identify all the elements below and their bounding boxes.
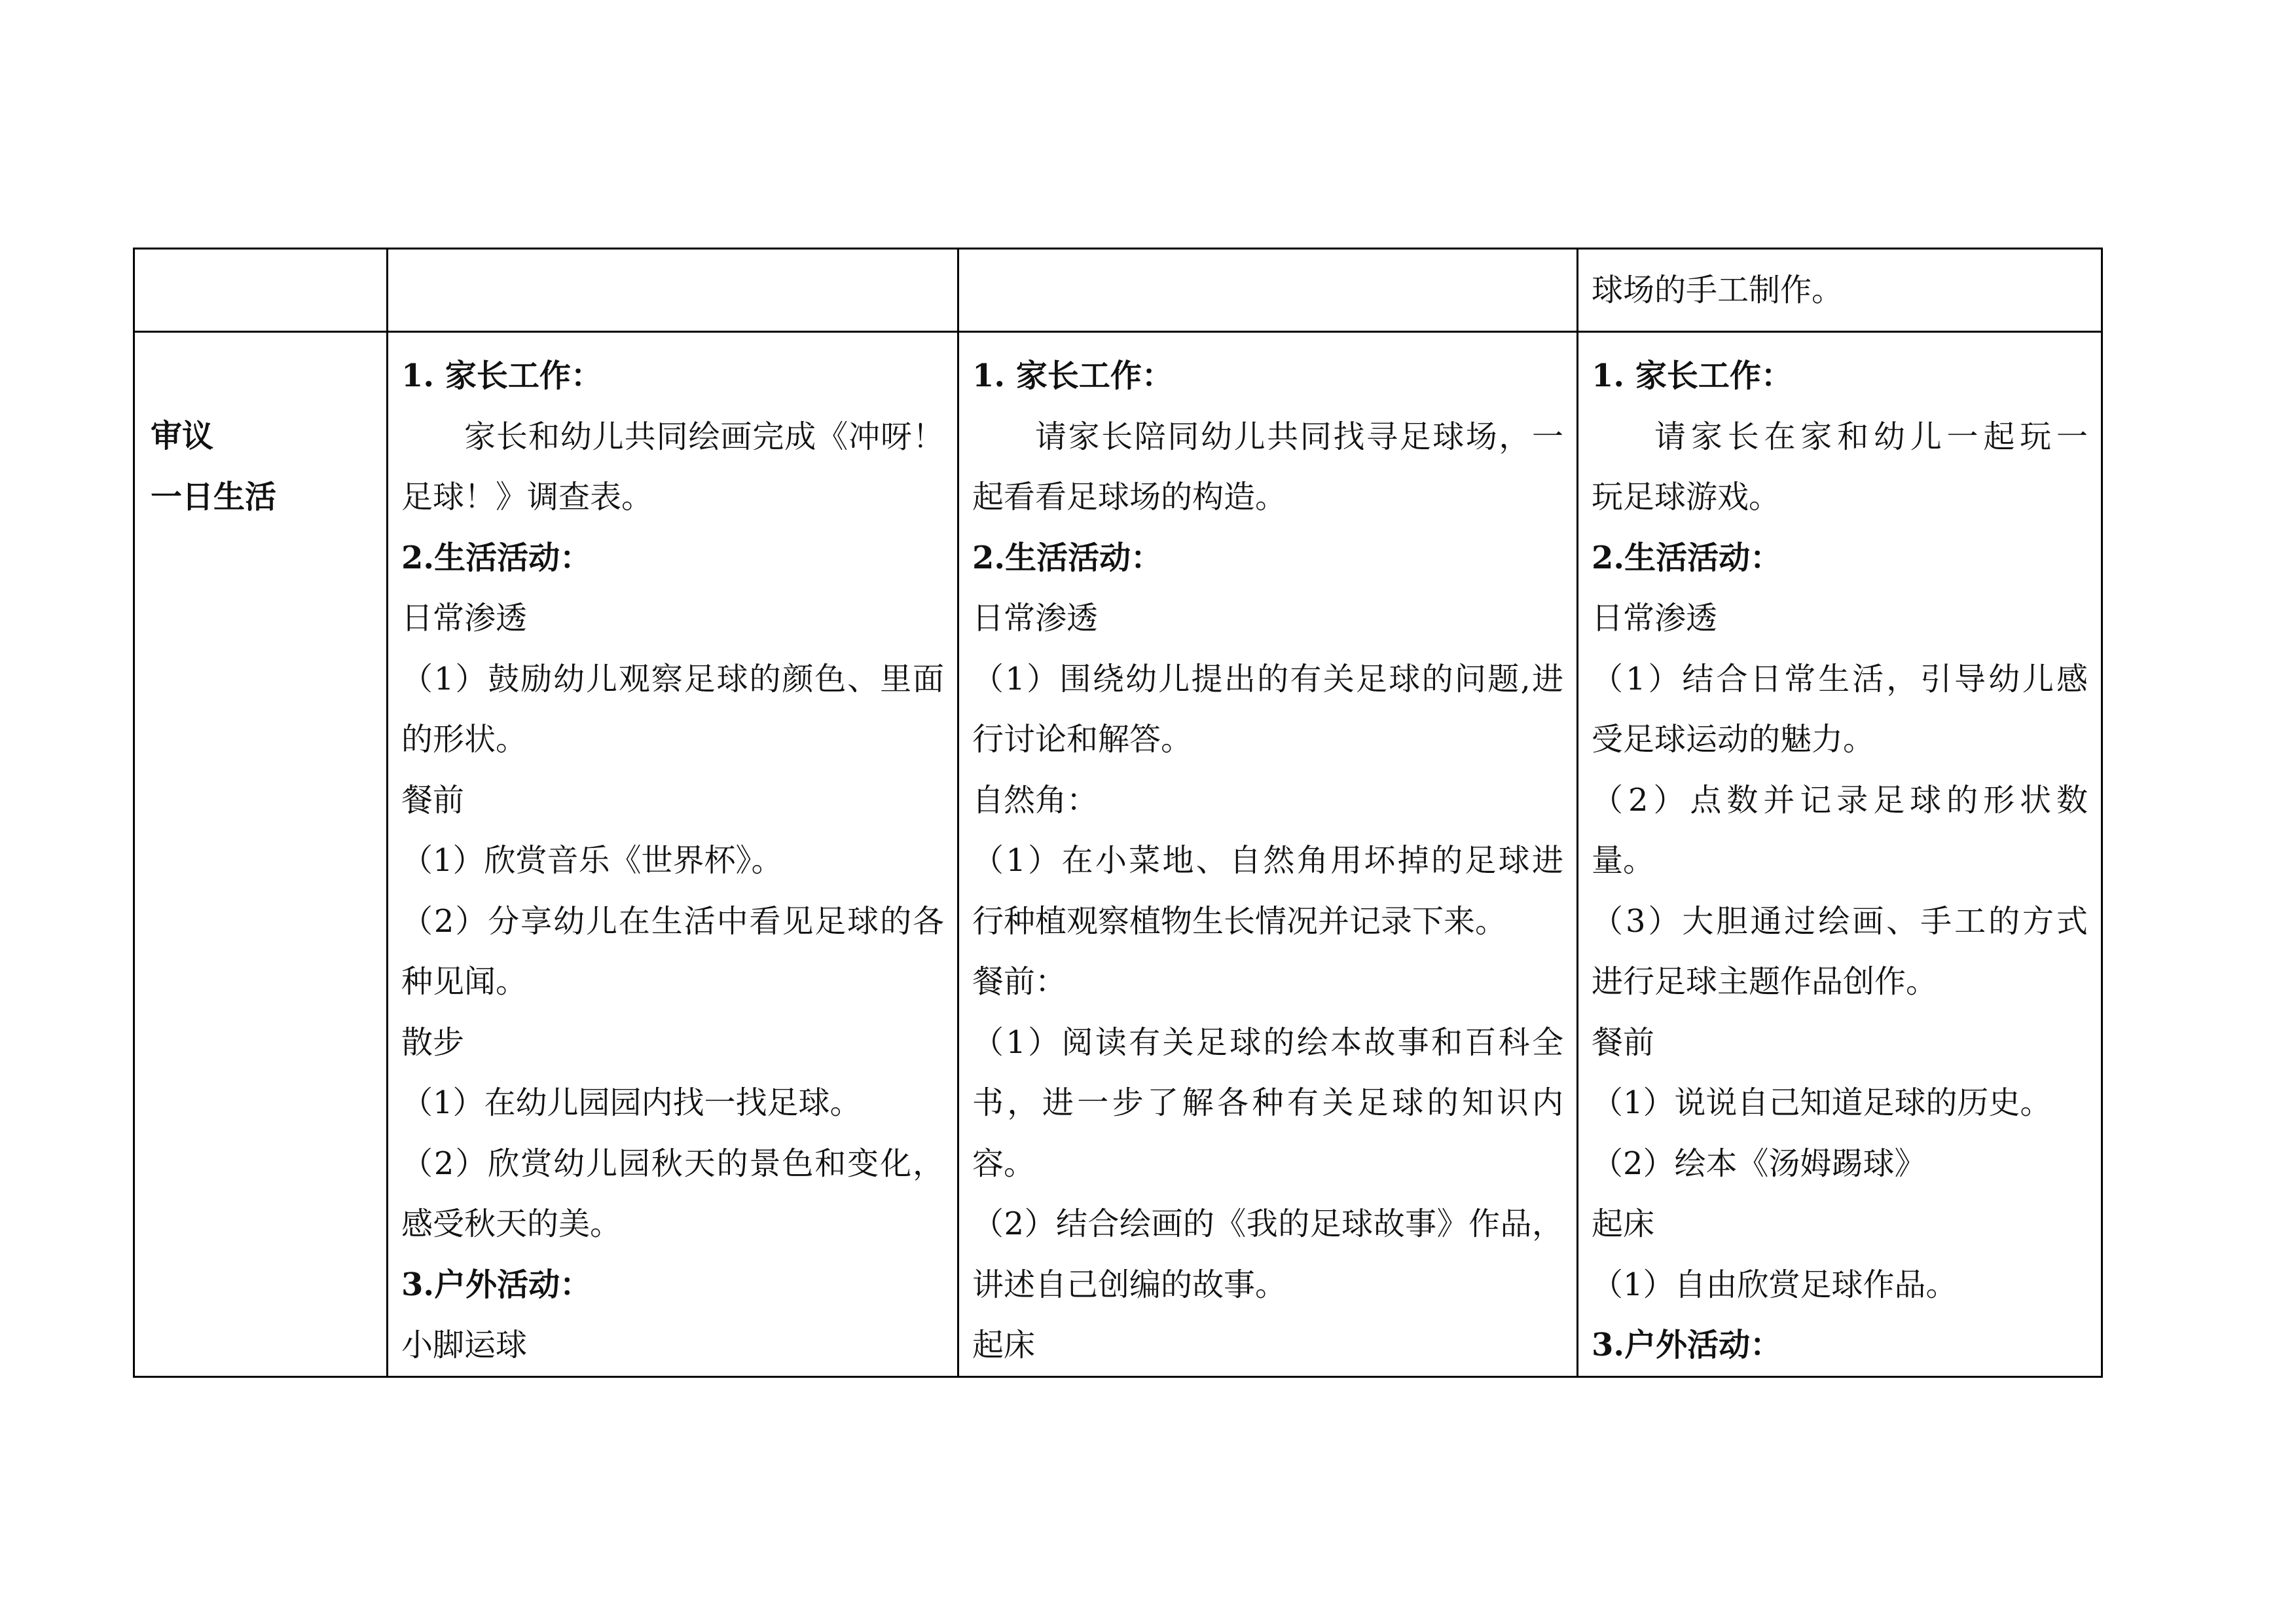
plan-text-line: （2）欣赏幼儿园秋天的景色和变化， [401, 1145, 944, 1182]
plan-text-line: （1）说说自己知道足球的历史。 [1592, 1084, 2052, 1121]
plan-text-line: （2）分享幼儿在生活中看见足球的各 [401, 902, 944, 940]
plan-text-line: （1）阅读有关足球的绘本故事和百科全 [972, 1024, 1563, 1061]
section-heading: 2.生活活动： [401, 539, 592, 576]
plan-text-line: 容。 [972, 1145, 1036, 1182]
cell-empty-col3 [958, 249, 1578, 332]
plan-text-line: 日常渗透 [1592, 600, 1718, 637]
cell-top-col4 [1578, 249, 2102, 332]
plan-text-line: （2）点数并记录足球的形状数 [1592, 781, 2088, 819]
row-label-cell [134, 332, 388, 1377]
plan-text-line: 起床 [1592, 1206, 1655, 1242]
plan-text-line: （1）在小菜地、自然角用坏掉的足球进 [972, 842, 1563, 879]
plan-text-line: （2）结合绘画的《我的足球故事》作品， [972, 1206, 1563, 1242]
plan-text-line: （3）大胆通过绘画、手工的方式 [1592, 902, 2088, 940]
plan-text-line: （1）鼓励幼儿观察足球的颜色、里面 [401, 660, 944, 697]
section-heading: 1. 家长工作： [972, 358, 1173, 394]
plan-text-line: 讲述自己创编的故事。 [972, 1266, 1287, 1303]
plan-cell-col4 [1578, 332, 2102, 1377]
cell-text: 球场的手工制作。 [1592, 272, 1844, 308]
plan-text-line: 量。 [1592, 842, 1655, 879]
plan-text-line: 的形状。 [401, 721, 528, 758]
plan-text-line: （1）欣赏音乐《世界杯》。 [401, 842, 783, 879]
plan-text-line: （1）在幼儿园园内找一找足球。 [401, 1084, 862, 1121]
cell-empty-label [134, 249, 388, 332]
section-heading: 3.户外活动： [1592, 1327, 1782, 1363]
plan-text-line: 起看看足球场的构造。 [972, 479, 1287, 515]
section-heading: 1. 家长工作： [401, 358, 602, 394]
plan-text-line: 家长和幼儿共同绘画完成《冲呀！ [464, 418, 944, 455]
plan-text-line: 请家长在家和幼儿一起玩一 [1654, 418, 2088, 455]
row-label-line: 一日生活 [151, 478, 277, 515]
plan-text-line: 起床 [972, 1327, 1036, 1363]
plan-text-line: 日常渗透 [401, 600, 528, 637]
plan-text-line: （1）结合日常生活，引导幼儿感 [1592, 660, 2088, 697]
table-row-continuation [134, 249, 2102, 332]
section-heading: 3.户外活动： [401, 1266, 592, 1303]
row-label-line: 审议 [151, 418, 214, 454]
table-row-daily-life [134, 332, 2102, 1377]
plan-text-line: 自然角： [972, 781, 1099, 819]
plan-cell-col3 [958, 332, 1578, 1377]
plan-text-line: 行种植观察植物生长情况并记录下来。 [972, 902, 1507, 940]
section-heading: 2.生活活动： [972, 539, 1163, 576]
plan-text-line: 餐前： [972, 963, 1067, 1000]
cell-empty-col2 [388, 249, 958, 332]
section-heading: 1. 家长工作： [1592, 358, 1793, 394]
plan-text-line: （1）围绕幼儿提出的有关足球的问题,进 [972, 660, 1563, 697]
plan-text-line: 请家长陪同幼儿共同找寻足球场，一 [1035, 418, 1563, 455]
plan-text-line: 足球！》调查表。 [401, 479, 653, 515]
plan-text-line: 餐前 [1592, 1024, 1655, 1061]
plan-text-line: 行讨论和解答。 [972, 721, 1193, 758]
plan-text-line: 玩足球游戏。 [1592, 479, 1781, 515]
plan-text-line: 小脚运球 [401, 1327, 528, 1363]
plan-text-line: 书，进一步了解各种有关足球的知识内 [972, 1084, 1563, 1121]
plan-text-line: 感受秋天的美。 [401, 1206, 622, 1242]
plan-text-line: 散步 [401, 1024, 465, 1061]
plan-text-line: （1）自由欣赏足球作品。 [1592, 1266, 1958, 1303]
plan-text-line: 日常渗透 [972, 600, 1099, 637]
plan-text-line: 受足球运动的魅力。 [1592, 721, 1875, 758]
plan-cell-col2 [388, 332, 958, 1377]
plan-text-line: 餐前 [401, 781, 465, 819]
plan-text-line: 种见闻。 [401, 963, 528, 1000]
plan-text-line: （2）绘本《汤姆踢球》 [1592, 1145, 1926, 1182]
activity-plan-table [133, 248, 2103, 1378]
section-heading: 2.生活活动： [1592, 539, 1782, 576]
plan-text-line: 进行足球主题作品创作。 [1592, 963, 1938, 1000]
